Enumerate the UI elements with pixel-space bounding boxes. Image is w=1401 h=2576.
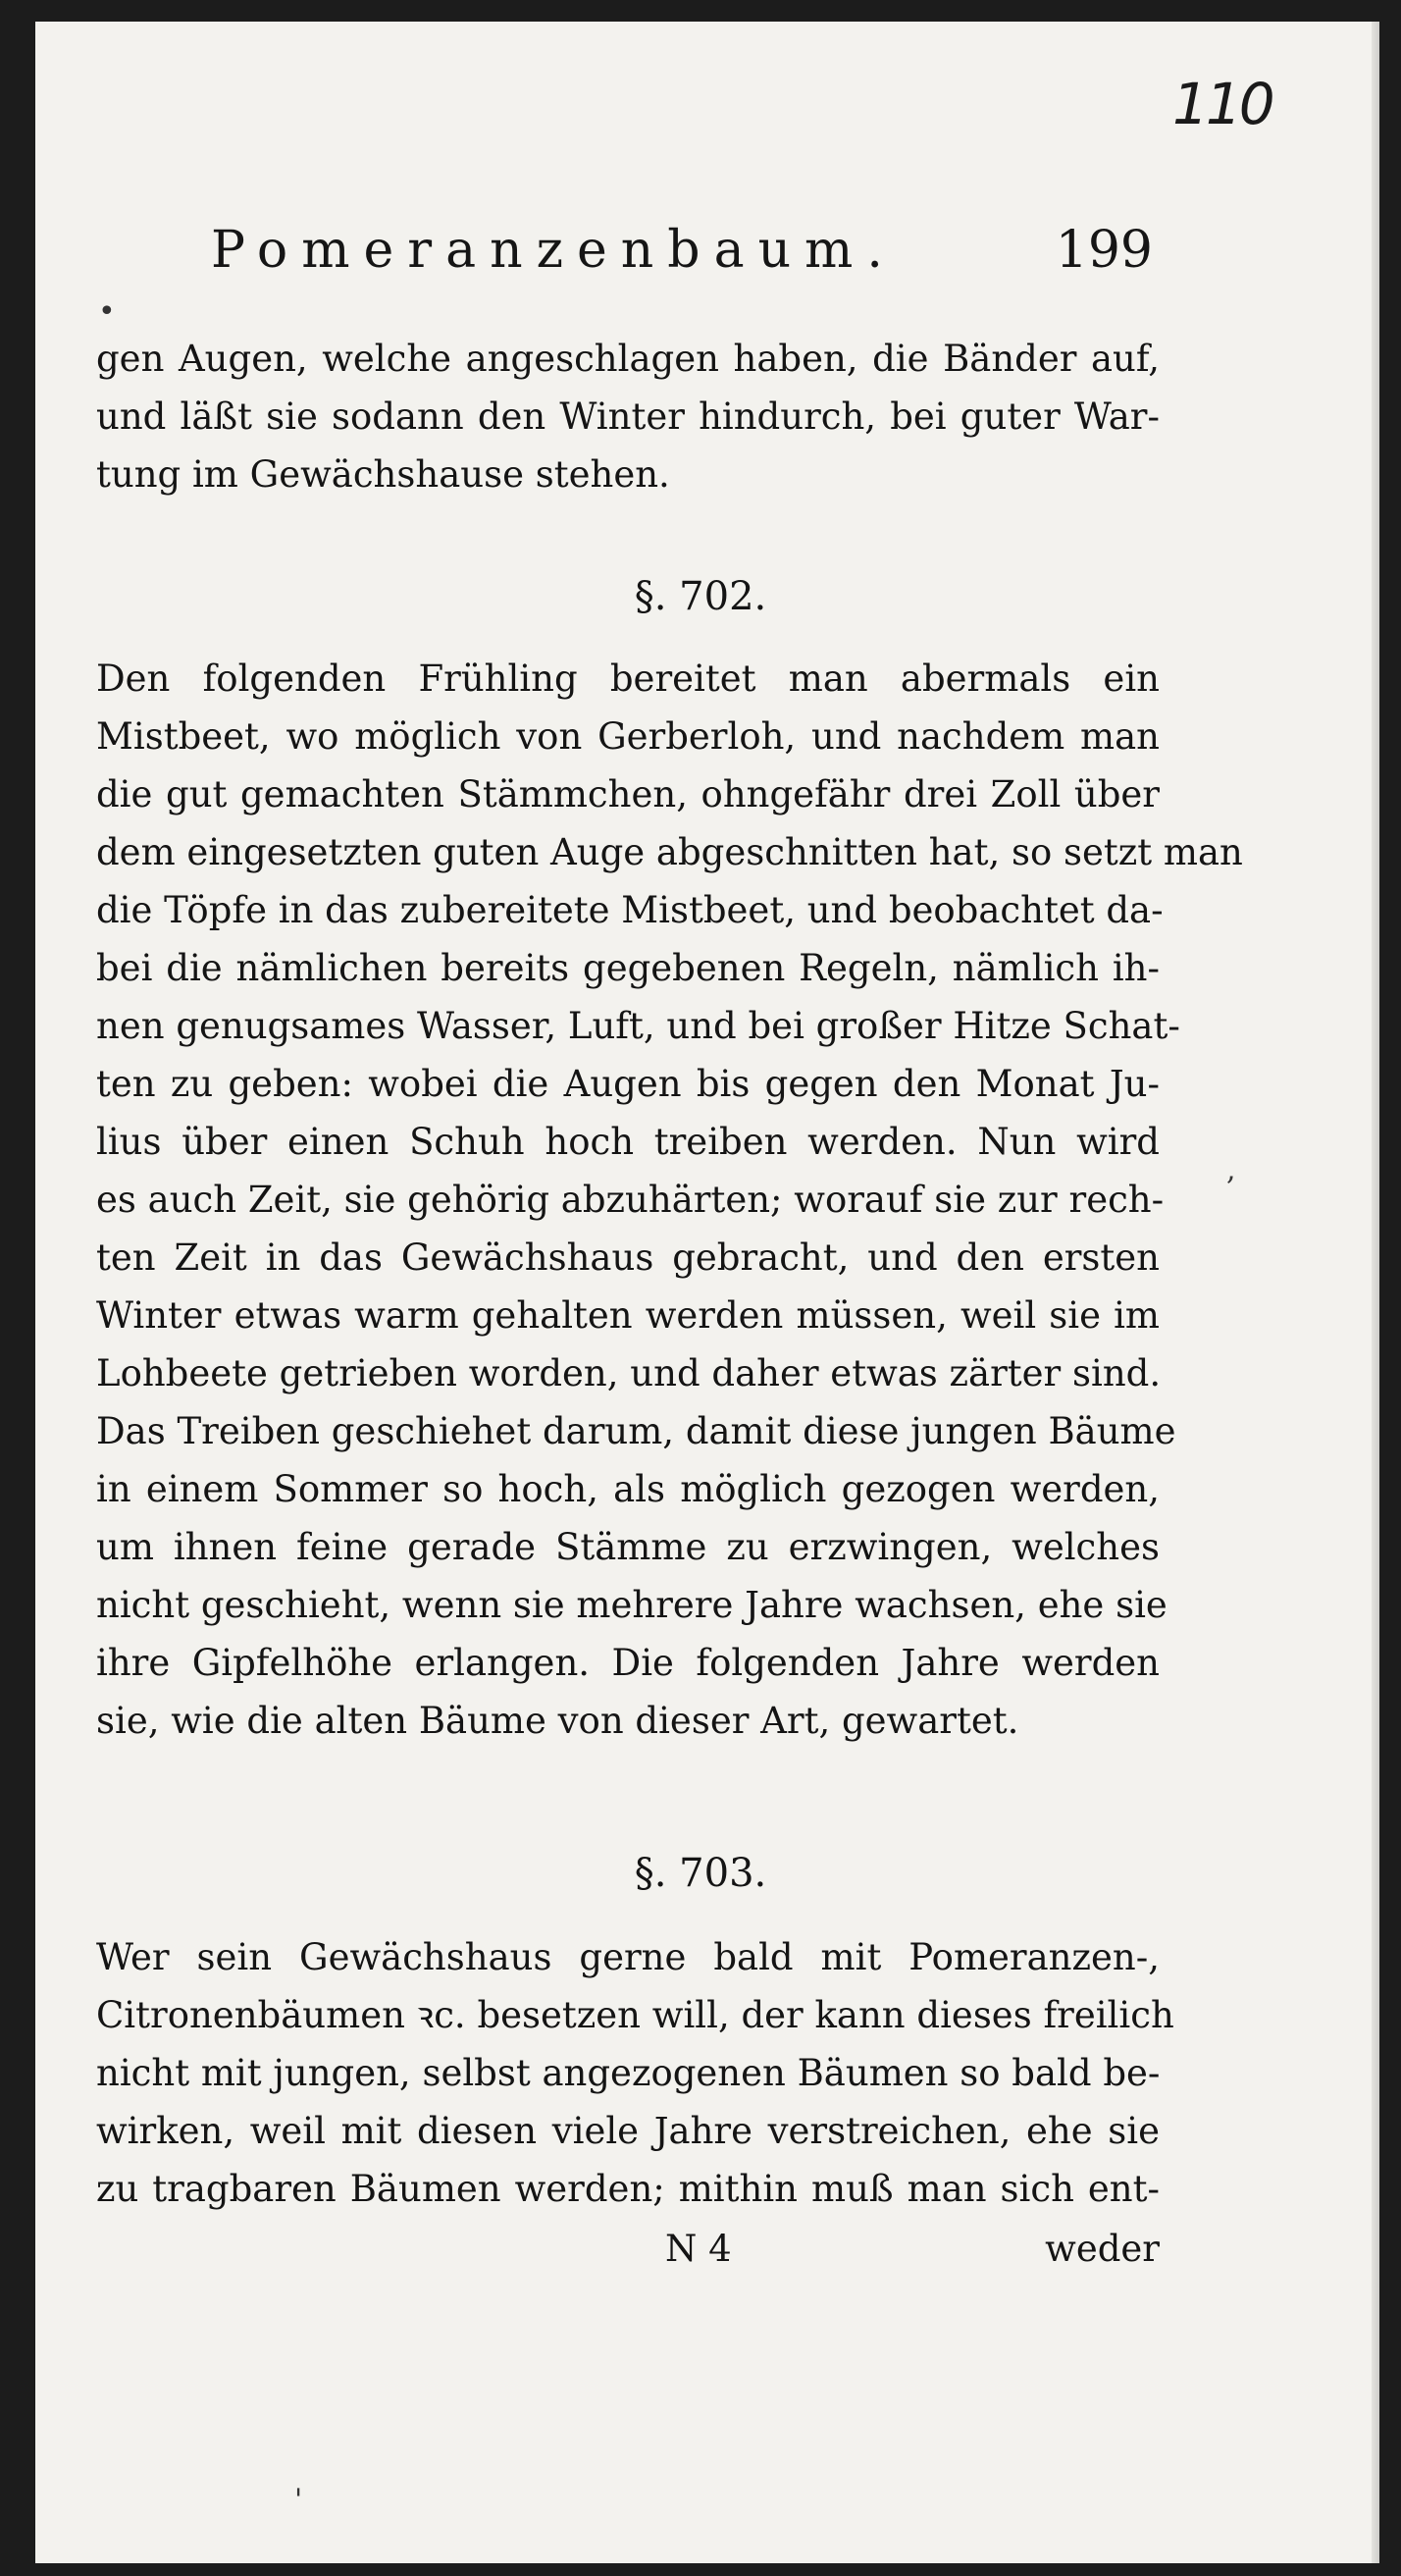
text-line: die gut gemachten Stämmchen, ohngefähr drei Zoll über bbox=[96, 773, 1160, 815]
text-line: zu tragbaren Bäumen werden; mithin muß man sich ent- bbox=[96, 2168, 1160, 2210]
running-head bbox=[211, 221, 1153, 280]
text-line: Winter etwas warm gehalten werden müssen, weil sie im bbox=[96, 1294, 1160, 1337]
paragraph-703 bbox=[96, 1928, 1174, 2218]
text-line: wirken, weil mit diesen viele Jahre verstreichen, ehe sie bbox=[96, 2110, 1160, 2152]
text-line: in einem Sommer so hoch, als möglich gezogen werden, bbox=[96, 1468, 1160, 1510]
text-line: tung im Gewächshause stehen. bbox=[96, 453, 670, 496]
text-line: es auch Zeit, sie gehörig abzuhärten; worauf sie zur rech- bbox=[96, 1179, 1165, 1221]
text-line: die Töpfe in das zubereitete Mistbeet, und beobachtet da- bbox=[96, 889, 1164, 931]
text-line: sie, wie die alten Bäume von dieser Art, gewartet. bbox=[96, 1700, 1019, 1742]
page-edge-shadow bbox=[1372, 22, 1379, 2563]
text-line: ten zu geben: wobei die Augen bis gegen den Monat Ju- bbox=[96, 1063, 1160, 1105]
handwritten-folio-number: 110 bbox=[1172, 71, 1272, 137]
text-line: gen Augen, welche angeschlagen haben, die Bänder auf, bbox=[96, 338, 1160, 380]
text-line: Das Treiben geschiehet darum, damit diese jungen Bäume bbox=[96, 1410, 1176, 1452]
text-line: lius über einen Schuh hoch treiben werden. Nun wird bbox=[96, 1121, 1160, 1163]
stray-ink-mark: ' bbox=[294, 2483, 303, 2517]
text-line: bei die nämlichen bereits gegebenen Regeln, nämlich ih- bbox=[96, 947, 1160, 989]
text-line: ten Zeit in das Gewächshaus gebracht, und den ersten bbox=[96, 1236, 1160, 1279]
text-line: und läßt sie sodann den Winter hindurch, bei guter War- bbox=[96, 395, 1160, 438]
text-line: ihre Gipfelhöhe erlangen. Die folgenden Jahre werden bbox=[96, 1642, 1160, 1684]
signature-mark: N 4 bbox=[665, 2228, 732, 2270]
text-line: Lohbeete getrieben worden, und daher etwas zärter sind. bbox=[96, 1352, 1162, 1394]
paragraph-continuation bbox=[96, 330, 1160, 503]
paragraph-702 bbox=[96, 650, 1243, 1750]
section-heading-702: §. 702. bbox=[634, 574, 767, 619]
page-number: 199 bbox=[1055, 221, 1153, 280]
text-line: Den folgenden Frühling bereitet man abermals ein bbox=[96, 657, 1160, 700]
catchword: weder bbox=[1045, 2228, 1160, 2270]
stray-ink-mark: , bbox=[1226, 1153, 1236, 1187]
text-line: nen genugsames Wasser, Luft, und bei großer Hitze Schat- bbox=[96, 1005, 1180, 1047]
section-heading-703: §. 703. bbox=[634, 1851, 767, 1896]
text-line: Wer sein Gewächshaus gerne bald mit Pomeranzen-, bbox=[96, 1936, 1160, 1978]
text-line: nicht mit jungen, selbst angezogenen Bäumen so bald be- bbox=[96, 2052, 1161, 2094]
running-head-title: Pomeranzenbaum. bbox=[211, 221, 897, 280]
text-line: dem eingesetzten guten Auge abgeschnitten hat, so setzt man bbox=[96, 831, 1243, 873]
text-line: Citronenbäumen ꝛc. besetzen will, der kann dieses freilich bbox=[96, 1994, 1174, 2036]
text-line: Mistbeet, wo möglich von Gerberloh, und nachdem man bbox=[96, 715, 1160, 758]
text-line: um ihnen feine gerade Stämme zu erzwingen, welches bbox=[96, 1526, 1160, 1568]
stray-ink-mark: • bbox=[98, 294, 116, 329]
text-line: nicht geschieht, wenn sie mehrere Jahre wachsen, ehe sie bbox=[96, 1584, 1168, 1626]
